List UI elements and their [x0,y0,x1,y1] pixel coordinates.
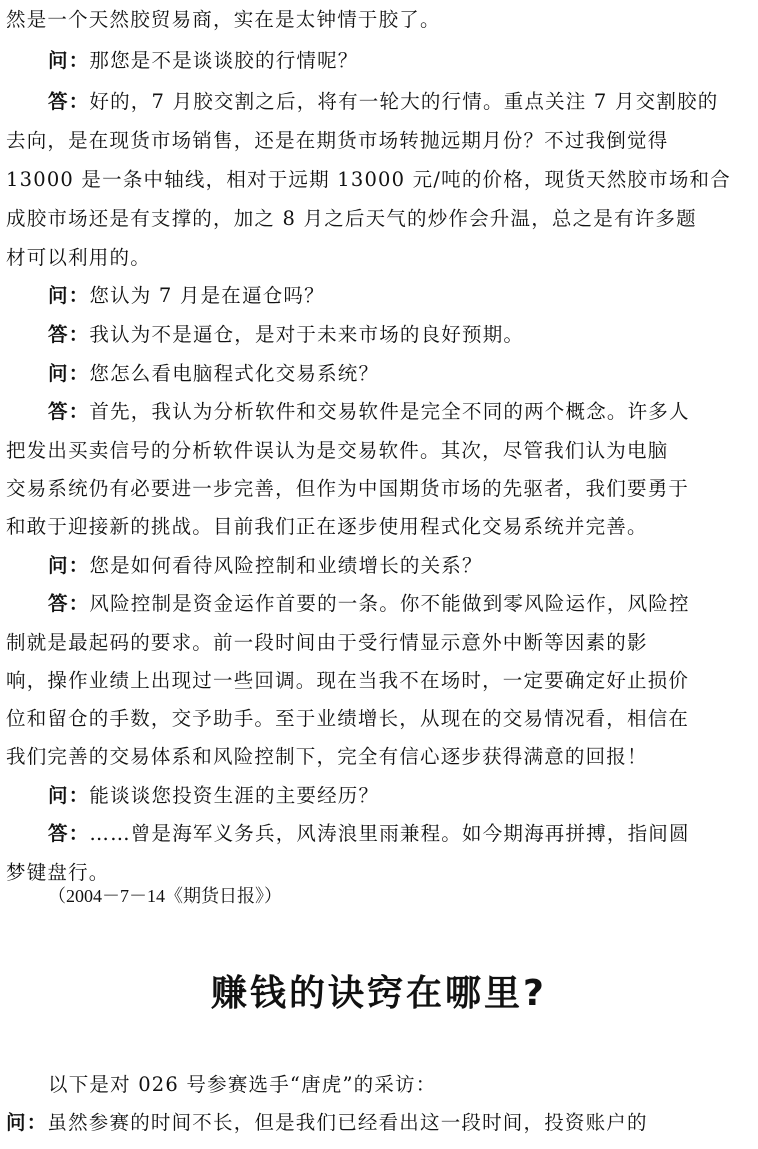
text-line [6,515,750,539]
answer-label: 答： [48,90,90,113]
answer-label: 答： [48,592,90,615]
text-line [6,861,750,885]
section-intro: 以下是对 026 号参赛选手“唐虎”的采访： [48,1073,437,1096]
question-line [48,554,750,578]
text-line [6,246,750,270]
text-span: 交易系统仍有必要进一步完善，但作为中国期货市场的先驱者，我们要勇于 [6,477,690,500]
text-span: 然是一个天然胶贸易商，实在是太钟情于胶了。 [6,8,441,31]
question-text: 那您是不是谈谈胶的行情呢？ [89,49,359,72]
text-span: 响，操作业绩上出现过一些回调。现在当我不在场时，一定要确定好止损价 [6,669,690,692]
text-line [6,168,750,192]
answer-line [48,592,750,616]
text-line [6,129,750,153]
text-line [6,477,750,501]
answer-text: 我认为不是逼仓，是对于未来市场的良好预期。 [89,323,525,346]
text-span: 位和留仓的手数，交予助手。至于业绩增长，从现在的交易情况看，相信在 [6,707,690,730]
article-source: （2004－7－14《期货日报》） [48,886,282,906]
text-line [6,439,750,463]
text-span: 材可以利用的。 [6,246,151,269]
text-span: 和敢于迎接新的挑战。目前我们正在逐步使用程式化交易系统并完善。 [6,515,648,538]
answer-text: 首先，我认为分析软件和交易软件是完全不同的两个概念。许多人 [89,400,690,423]
question-line [48,49,750,73]
answer-line [48,323,750,347]
answer-label: 答： [48,822,90,845]
question-text: 您认为 7 月是在逼仓吗？ [89,284,325,307]
text-span: 我们完善的交易体系和风险控制下，完全有信心逐步获得满意的回报！ [6,745,648,768]
answer-line [48,400,750,424]
question-line [48,784,750,808]
answer-label: 答： [48,323,90,346]
question-label: 问： [6,1111,48,1134]
question-line [48,284,750,308]
text-span: 成胶市场还是有支撑的，加之 8 月之后天气的炒作会升温，总之是有许多题 [6,207,697,230]
question-label: 问： [48,49,90,72]
answer-text: 好的，7 月胶交割之后，将有一轮大的行情。重点关注 7 月交割胶的 [89,90,719,113]
question-line [6,1111,750,1135]
question-text: 虽然参赛的时间不长，但是我们已经看出这一段时间，投资账户的 [47,1111,648,1134]
question-label: 问： [48,362,90,385]
question-text: 您是如何看待风险控制和业绩增长的关系？ [89,554,483,577]
text-line [6,207,750,231]
answer-label: 答： [48,400,90,423]
text-line [6,8,750,32]
text-line [6,707,750,731]
question-label: 问： [48,554,90,577]
question-label: 问： [48,784,90,807]
text-span: 13000 是一条中轴线，相对于远期 13000 元/吨的价格，现货天然胶市场和合 [6,168,731,191]
answer-text: ……曾是海军义务兵，风涛浪里雨兼程。如今期海再拼搏，指间圆 [89,822,690,845]
text-span: 把发出买卖信号的分析软件误认为是交易软件。其次，尽管我们认为电脑 [6,439,669,462]
text-span: 制就是最起码的要求。前一段时间由于受行情显示意外中断等因素的影 [6,631,648,654]
section-title: 赚钱的诀窍在哪里? [211,973,547,1014]
answer-text: 风险控制是资金运作首要的一条。你不能做到零风险运作，风险控 [89,592,690,615]
text-line [6,669,750,693]
text-line [6,631,750,655]
text-line [6,745,750,769]
text-span: 梦键盘行。 [6,861,110,884]
answer-line [48,822,750,846]
question-line [48,362,750,386]
question-text: 能谈谈您投资生涯的主要经历？ [89,784,380,807]
question-label: 问： [48,284,90,307]
answer-line [48,90,750,114]
question-text: 您怎么看电脑程式化交易系统？ [89,362,380,385]
text-span: 去向，是在现货市场销售，还是在期货市场转抛远期月份？不过我倒觉得 [6,129,669,152]
